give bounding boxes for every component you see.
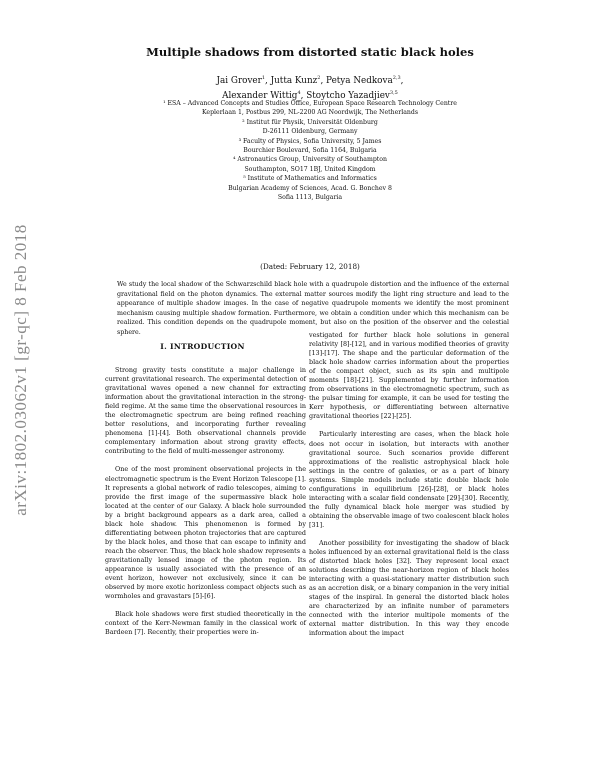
affiliation-line: Sofia 1113, Bulgaria — [277, 194, 343, 202]
author: Stoytcho Yazadjiev$^{3,5}$ — [306, 90, 398, 102]
affiliation-line: D-26111 Oldenburg, Germany — [262, 128, 358, 136]
date-line: (Dated: February 12, 2018) — [260, 262, 360, 271]
affiliation-line: ⁴ Astronautics Group, University of Southampton — [232, 156, 387, 164]
paragraph: Strong gravity tests constitute a major challenge in current gravitational research. The experimental detection of gravitational waves opened a new channel for extracting information about the gravitational interaction in the strong-field regime. At the same time the observational resources in the electromagnetic spectrum are being refined reaching better resolutions, and incorporating further revealing phenomena [1]-[4]. Both observational channels provide complementary information about strong gravity effects, contributing to the field of multi-messenger astronomy. — [105, 366, 306, 456]
paragraph: Black hole shadows were first studied theoretically in the context of the Kerr-Newman family in the classical work of Bardeen [7]. Recently, their properties were in- — [105, 610, 306, 637]
affiliation-line: ² Institut für Physik, Universität Oldenburg — [242, 118, 378, 126]
affiliation-line: ³ Faculty of Physics, Sofia University, 5 James — [238, 137, 382, 145]
affiliation-line: ⁵ Institute of Mathematics and Informatics — [243, 175, 377, 183]
paragraph: Particularly interesting are cases, when the black hole does not occur in isolation, but interacts with another gravitational source. Such scenarios provide different approximations of the realistic astrophysical black hole settings in the centre of galaxies, or as a part of binary systems. Simple models include static double black hole configurations in equilibrium [26]-[28], or black holes interacting with a scalar field condensate [29]-[30]. Recently, the fully dynamical black hole merger was studied by obtaining the observable image of two coalescent black holes [31]. — [309, 430, 509, 529]
right-column — [309, 331, 509, 648]
section-heading: I. INTRODUCTION — [160, 342, 245, 351]
author-list: Jai Grover$^1$, Jutta Kunz$^2$, Petya Nedkova$^{2,3}$, Alexander Wittig$^4$, Stoytcho Yazadjiev$^{3,5}$ — [216, 75, 404, 102]
affiliation-line: Bulgarian Academy of Sciences, Acad. G. Bonchev 8 — [228, 184, 392, 192]
author: Jai Grover$^1$ — [216, 75, 266, 86]
paper-title: Multiple shadows from distorted static black holes — [146, 45, 474, 59]
author: Petya Nedkova$^{2,3}$ — [326, 75, 401, 86]
affiliation-line: Southampton, SO17 1BJ, United Kingdom — [244, 165, 376, 173]
affiliation-line: ¹ ESA – Advanced Concepts and Studies Office, European Space Research Technology Centre — [163, 100, 457, 107]
affiliation-line: Keplerlaan 1, Postbus 299, NL-2200 AG Noordwijk, The Netherlands — [201, 109, 419, 117]
paragraph: vestigated for further black hole solutions in general relativity [8]-[12], and in various modified theories of gravity [13]-[17]. The shape and the particular deformation of the black hole shadow carries information about the properties of the compact object, such as its spin and multipole moments [18]-[21]. Supplemented by further information from observations in the electromagnetic spectrum, such as the pulsar timing for example, it can be used for testing the Kerr hypothesis, or differentiating between alternative gravitational theories [22]-[25]. — [309, 331, 509, 421]
affiliation-line: Bourchier Boulevard, Sofia 1164, Bulgaria — [243, 147, 377, 155]
abstract: We study the local shadow of the Schwarzschild black hole with a quadrupole distortion and the influence of the external gravitational field on the photon dynamics. The external matter sources modify the light ring structure and lead to the appearance of multiple shadow images. In the case of negative quadrupole moments we identify the most prominent mechanism causing multiple shadow formation. Furthermore, we obtain a condition under which this mechanism can be realized. This condition depends on the quadrupole moment, but also on the position of the observer and the celestial sphere. — [117, 281, 509, 336]
paragraph: Another possibility for investigating the shadow of black holes influenced by an external gravitational field is the class of distorted black holes [32]. They represent local exact solutions describing the near-horizon region of black holes interacting with a quasi-stationary matter distribution such as an accretion disk, or a binary companion in the very initial stages of the inspiral. In general the distorted black holes are characterized by an infinite number of parameters connected with the interior multipole moments of the external matter distribution. In this way they encode information about the impact — [309, 538, 509, 638]
author: Alexander Wittig$^4$ — [222, 90, 301, 102]
author: Jutta Kunz$^2$ — [270, 75, 321, 86]
arxiv-stamp: arXiv:1802.03062v1 [gr-qc] 8 Feb 2018 — [11, 224, 30, 516]
left-column — [105, 358, 306, 646]
affiliations — [100, 99, 520, 202]
paragraph: One of the most prominent observational projects in the electromagnetic spectrum is the Event Horizon Telescope [1]. It represents a global network of radio telescopes, aiming to provide the first image of the supermassive black hole located at the center of our Galaxy. A black hole surrounded by a bright background appears as a dark area, called a black hole shadow. This phenomenon is formed by differentiating between photon trajectories that are captured by the black holes, and those that can escape to infinity and reach the observer. Thus, the black hole shadow represents a gravitationally lensed image of the photon region. Its appearance is usually associated with the presence of an event horizon, however not exclusively, since it can be observed by more exotic horizonless compact objects such as wormholes and gravastars [5]-[6]. — [105, 465, 306, 601]
